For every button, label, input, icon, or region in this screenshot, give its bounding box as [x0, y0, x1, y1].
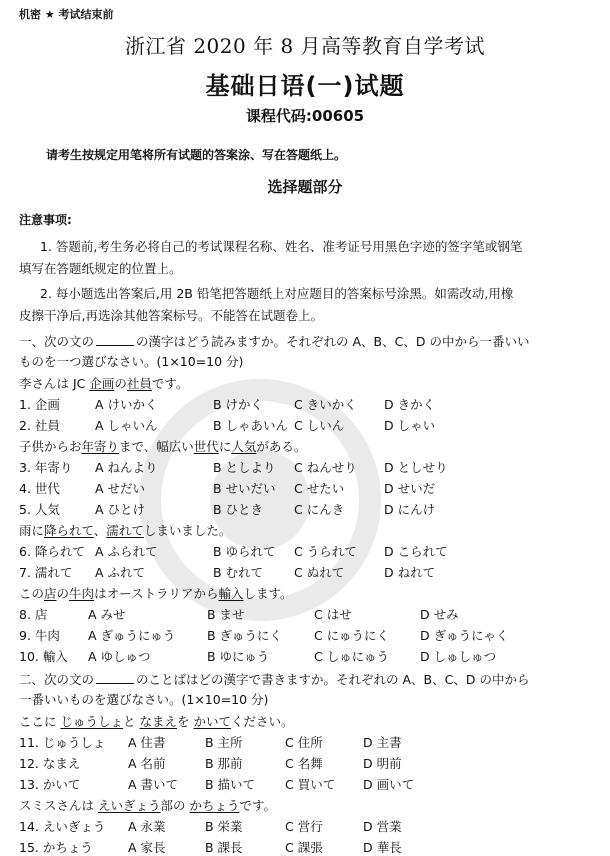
- question-4-option-c: C せたい: [294, 481, 345, 496]
- question-3-option-d: D としせり: [384, 460, 448, 475]
- question-2-option-d: D しゃい: [384, 418, 436, 433]
- question-13-option-b: B 描いて: [205, 777, 256, 792]
- question-3-option-b: B としより: [213, 460, 276, 475]
- subject-title: 基础日语(一)试题: [205, 72, 405, 100]
- question-10-option-b: B ゆにゅう: [207, 649, 270, 664]
- question-15-option-c: C 課張: [285, 840, 323, 855]
- question-4-option-b: B せいだい: [213, 481, 276, 496]
- confidential-mark: 机密 ★ 考试结束前: [19, 8, 114, 21]
- question-15-question-label: 15. かちょう: [19, 840, 93, 855]
- course-code: 课程代码:00605: [245, 107, 365, 125]
- sentence-4: この店の牛肉はオーストラリアから輸入します。: [19, 586, 293, 601]
- question-6-option-c: C うられて: [294, 544, 357, 559]
- question-4-question-label: 4. 世代: [19, 481, 60, 496]
- question-14-question-label: 14. えいぎょう: [19, 819, 106, 834]
- blank-line: [96, 671, 134, 684]
- question-1-question-label: 1. 企画: [19, 397, 60, 412]
- question-15-option-b: B 課長: [205, 840, 243, 855]
- question-1-option-c: C きいかく: [294, 397, 357, 412]
- question-6-question-label: 6. 降られて: [19, 544, 85, 559]
- question-2-option-a: A しゃいん: [95, 418, 158, 433]
- question-3-question-label: 3. 年寄り: [19, 460, 73, 475]
- section-title: 选择题部分: [267, 178, 343, 196]
- question-7-option-b: B むれて: [213, 565, 264, 580]
- question-3-option-c: C ねんせり: [294, 460, 357, 475]
- question-4-option-a: A せだい: [95, 481, 146, 496]
- note-1-line-2: 填写在答题纸规定的位置上。: [19, 261, 182, 276]
- question-13-option-d: D 画いて: [363, 777, 415, 792]
- question-6-option-b: B ゆられて: [213, 544, 276, 559]
- question-12-option-c: C 名舞: [285, 756, 323, 771]
- note-2-line-1: 2. 每小题选出答案后,用 2B 铅笔把答题纸上对应题目的答案标号涂黑。如需改动,用橡: [40, 286, 514, 301]
- question-7-option-a: A ふれて: [95, 565, 146, 580]
- notes-heading: 注意事项:: [19, 213, 72, 227]
- question-14-option-a: A 永業: [128, 819, 166, 834]
- question-10-question-label: 10. 輸入: [19, 649, 68, 664]
- question-8-option-a: A みせ: [88, 607, 126, 622]
- question-1-option-a: A けいかく: [95, 397, 158, 412]
- sentence-1: 李さんは JC 企画の社員です。: [19, 376, 189, 391]
- question-15-option-d: D 華長: [363, 840, 402, 855]
- question-10-option-d: D しゅしゅつ: [420, 649, 497, 664]
- question-5-option-c: C にんき: [294, 502, 345, 517]
- sentence-5: ここに じゅうしょと なまえを かいてください。: [19, 714, 294, 729]
- question-12-option-d: D 明前: [363, 756, 402, 771]
- question-12-option-a: A 名前: [128, 756, 166, 771]
- question-8-option-c: C はせ: [314, 607, 352, 622]
- question-10-option-a: A ゆしゅつ: [88, 649, 151, 664]
- question-6-option-d: D こられて: [384, 544, 448, 559]
- question-11-option-a: A 住書: [128, 735, 166, 750]
- question-9-question-label: 9. 牛肉: [19, 628, 60, 643]
- question-5-option-d: D にんけ: [384, 502, 436, 517]
- question-7-question-label: 7. 濡れて: [19, 565, 73, 580]
- question-9-option-a: A ぎゅうにゅう: [88, 628, 176, 643]
- note-2-line-2: 皮擦干净后,再选涂其他答案标号。不能答在试题卷上。: [19, 308, 323, 323]
- sentence-6: スミスさんは えいぎょう部の かちょうです。: [19, 798, 277, 813]
- question-7-option-c: C ぬれて: [294, 565, 345, 580]
- question-12-question-label: 12. なまえ: [19, 756, 81, 771]
- part1-intro-line-2: ものを一つ選びなさい。(1×10=10 分): [19, 354, 244, 369]
- question-2-option-b: B しゃあいん: [213, 418, 289, 433]
- sentence-2: 子供からお年寄りまで、幅広い世代に人気がある。: [19, 439, 307, 454]
- question-12-option-b: B 那前: [205, 756, 243, 771]
- question-5-option-b: B ひとき: [213, 502, 264, 517]
- question-15-option-a: A 家長: [128, 840, 166, 855]
- question-10-option-c: C しゅにゅう: [314, 649, 389, 664]
- question-9-option-b: B ぎゅうにく: [207, 628, 283, 643]
- exam-title: 浙江省 2020 年 8 月高等教育自学考试: [124, 34, 486, 58]
- question-5-question-label: 5. 人気: [19, 502, 60, 517]
- question-13-option-c: C 買いて: [285, 777, 336, 792]
- question-9-option-d: D ぎゅうにゃく: [420, 628, 509, 643]
- question-3-option-a: A ねんより: [95, 460, 158, 475]
- question-8-option-b: B ませ: [207, 607, 245, 622]
- question-11-option-b: B 主所: [205, 735, 243, 750]
- question-11-option-d: D 主書: [363, 735, 402, 750]
- question-7-option-d: D ねれて: [384, 565, 436, 580]
- question-9-option-c: C にゅうにく: [314, 628, 389, 643]
- question-2-option-c: C しいん: [294, 418, 345, 433]
- part2-intro-line-2: 一番いいものを選びなさい。(1×10=10 分): [19, 692, 269, 707]
- question-13-question-label: 13. かいて: [19, 777, 81, 792]
- blank-line: [96, 333, 134, 346]
- question-14-option-c: C 営行: [285, 819, 323, 834]
- question-1-option-b: B けかく: [213, 397, 264, 412]
- note-1-line-1: 1. 答题前,考生务必将自己的考试课程名称、姓名、准考证号用黑色字迹的签字笔或钢笔: [40, 239, 523, 254]
- question-14-option-b: B 栄業: [205, 819, 243, 834]
- part1-intro-line-1: 一、次の文の の漢字はどう読みますか。それぞれの A、B、C、D の中から一番いい: [19, 334, 530, 349]
- question-6-option-a: A ふられて: [95, 544, 158, 559]
- question-14-option-d: D 営業: [363, 819, 402, 834]
- question-2-question-label: 2. 社員: [19, 418, 60, 433]
- sentence-3: 雨に降られて、濡れてしまいました。: [19, 523, 232, 538]
- question-8-question-label: 8. 店: [19, 607, 48, 622]
- question-8-option-d: D せみ: [420, 607, 459, 622]
- question-13-option-a: A 書いて: [128, 777, 179, 792]
- question-5-option-a: A ひとけ: [95, 502, 146, 517]
- question-11-option-c: C 住所: [285, 735, 323, 750]
- question-1-option-d: D きかく: [384, 397, 436, 412]
- question-11-question-label: 11. じゅうしょ: [19, 735, 106, 750]
- exam-instruction: 请考生按规定用笔将所有试题的答案涂、写在答题纸上。: [46, 148, 347, 162]
- part2-intro-line-1: 二、次の文の のことばはどの漢字で書きますか。それぞれの A、B、C、D の中から: [19, 672, 530, 687]
- question-4-option-d: D せいだ: [384, 481, 436, 496]
